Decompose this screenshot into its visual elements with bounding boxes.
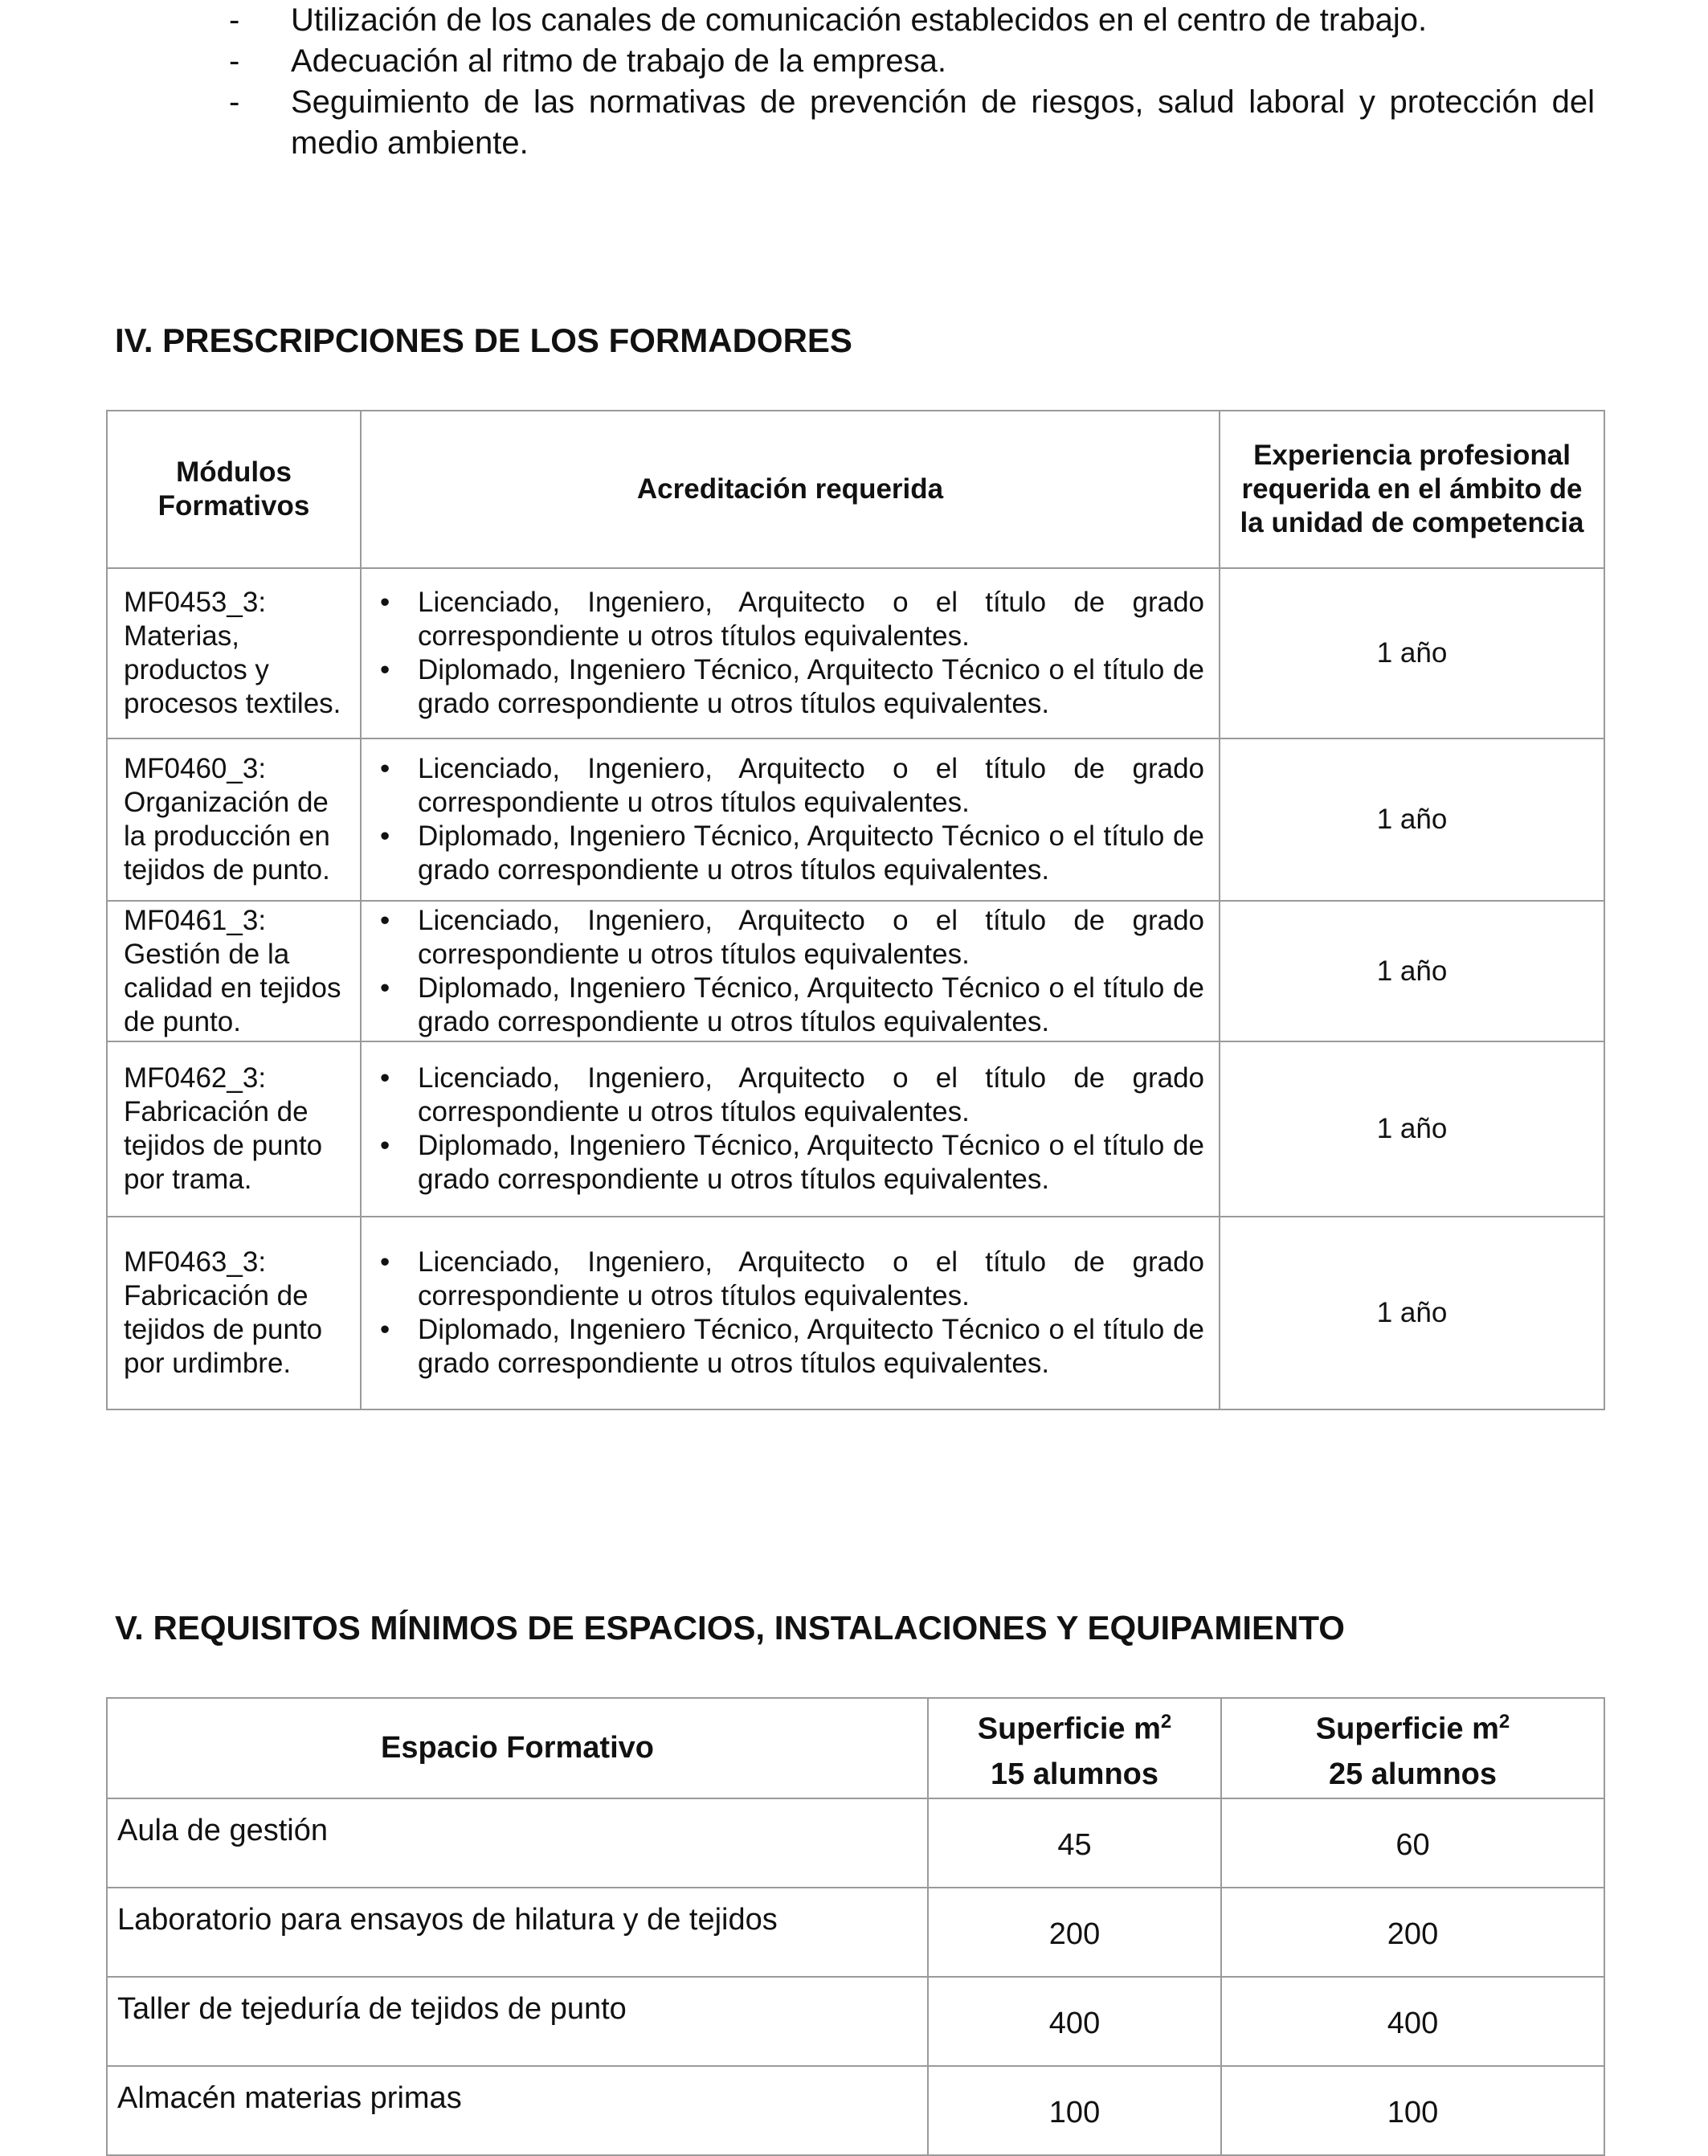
list-dash: - [229, 84, 240, 120]
surface-15-cell: 200 [928, 1888, 1221, 1977]
header-space: Espacio Formativo [107, 1698, 928, 1798]
header-experience: Experiencia profesional requerida en el ámbito de la unidad de competencia [1220, 411, 1604, 568]
intro-list-item-text: Seguimiento de las normativas de prevención de riesgos, salud laboral y protección del medio ambiente. [291, 84, 1595, 161]
experience-cell: 1 año [1220, 1217, 1604, 1409]
accreditation-item: • Diplomado, Ingeniero Técnico, Arquitecto Técnico o el título de grado correspondiente u otros títulos equivalentes. [370, 653, 1204, 721]
list-dash: - [229, 43, 240, 79]
accreditation-item: • Diplomado, Ingeniero Técnico, Arquitecto Técnico o el título de grado correspondiente u otros títulos equivalentes. [370, 820, 1204, 887]
accreditation-cell [361, 738, 1220, 901]
accreditation-item: • Diplomado, Ingeniero Técnico, Arquitecto Técnico o el título de grado correspondiente u otros títulos equivalentes. [370, 1313, 1204, 1381]
section-title-trainers: IV. PRESCRIPCIONES DE LOS FORMADORES [115, 321, 852, 359]
experience-cell: 1 año [1220, 738, 1604, 901]
surface-25-cell: 60 [1221, 1798, 1604, 1888]
surface-label: Superficie m [1315, 1712, 1499, 1746]
experience-cell: 1 año [1220, 901, 1604, 1041]
table-row [107, 738, 1604, 901]
table-row [107, 568, 1604, 738]
module-cell: MF0463_3: Fabricación de tejidos de punto por urdimbre. [107, 1217, 361, 1409]
accreditation-cell [361, 1217, 1220, 1409]
header-surface-25 [1221, 1698, 1604, 1798]
accreditation-item: • Diplomado, Ingeniero Técnico, Arquitecto Técnico o el título de grado correspondiente u otros títulos equivalentes. [370, 972, 1204, 1039]
accreditation-list [370, 1062, 1204, 1197]
list-dash: - [229, 2, 240, 38]
accreditation-list [370, 904, 1204, 1039]
accreditation-cell [361, 568, 1220, 738]
intro-list [229, 0, 1595, 164]
surface-25-cell: 100 [1221, 2066, 1604, 2155]
table-header-row [107, 411, 1604, 568]
table-row [107, 1977, 1604, 2066]
surface-15-cell: 400 [928, 1977, 1221, 2066]
accreditation-item: • Licenciado, Ingeniero, Arquitecto o el título de grado correspondiente u otros títulos equivalentes. [370, 1246, 1204, 1313]
header-modules: Módulos Formativos [107, 411, 361, 568]
spaces-table [106, 1697, 1605, 2156]
intro-list-item-text: Utilización de los canales de comunicación establecidos en el centro de trabajo. [291, 2, 1428, 38]
surface-25-cell: 400 [1221, 1977, 1604, 2066]
intro-list-item [229, 82, 1595, 164]
table-row [107, 901, 1604, 1041]
trainers-table [106, 410, 1605, 1410]
header-surface-15 [928, 1698, 1221, 1798]
table-header-row [107, 1698, 1604, 1798]
surface-label: Superficie m [977, 1712, 1161, 1746]
space-name-cell: Almacén materias primas [107, 2066, 928, 2155]
surface-25-cell: 200 [1221, 1888, 1604, 1977]
accreditation-item: • Licenciado, Ingeniero, Arquitecto o el título de grado correspondiente u otros títulos equivalentes. [370, 904, 1204, 972]
section-title-spaces: V. REQUISITOS MÍNIMOS DE ESPACIOS, INSTALACIONES Y EQUIPAMIENTO [115, 1609, 1345, 1647]
surface-15-cell: 100 [928, 2066, 1221, 2155]
module-cell: MF0453_3: Materias, productos y procesos textiles. [107, 568, 361, 738]
header-accreditation: Acreditación requerida [361, 411, 1220, 568]
surface-exponent: 2 [1498, 1711, 1510, 1733]
space-name-cell: Taller de tejeduría de tejidos de punto [107, 1977, 928, 2066]
table-row [107, 1041, 1604, 1217]
surface-exponent: 2 [1160, 1711, 1172, 1733]
intro-list-item-text: Adecuación al ritmo de trabajo de la empresa. [291, 43, 947, 79]
students-label: 15 alumnos [990, 1757, 1159, 1791]
accreditation-cell [361, 1041, 1220, 1217]
space-name-cell: Laboratorio para ensayos de hilatura y de tejidos [107, 1888, 928, 1977]
accreditation-list [370, 752, 1204, 887]
surface-15-cell: 45 [928, 1798, 1221, 1888]
accreditation-list [370, 586, 1204, 721]
accreditation-item: • Licenciado, Ingeniero, Arquitecto o el título de grado correspondiente u otros títulos equivalentes. [370, 586, 1204, 653]
students-label: 25 alumnos [1328, 1757, 1498, 1791]
module-cell: MF0461_3: Gestión de la calidad en tejidos de punto. [107, 901, 361, 1041]
accreditation-item: • Licenciado, Ingeniero, Arquitecto o el título de grado correspondiente u otros títulos equivalentes. [370, 1062, 1204, 1129]
module-cell: MF0460_3: Organización de la producción en tejidos de punto. [107, 738, 361, 901]
space-name-cell: Aula de gestión [107, 1798, 928, 1888]
accreditation-item: • Licenciado, Ingeniero, Arquitecto o el título de grado correspondiente u otros títulos equivalentes. [370, 752, 1204, 820]
table-row [107, 1798, 1604, 1888]
accreditation-cell [361, 901, 1220, 1041]
accreditation-item: • Diplomado, Ingeniero Técnico, Arquitecto Técnico o el título de grado correspondiente u otros títulos equivalentes. [370, 1129, 1204, 1197]
module-cell: MF0462_3: Fabricación de tejidos de punto por trama. [107, 1041, 361, 1217]
experience-cell: 1 año [1220, 568, 1604, 738]
accreditation-list [370, 1246, 1204, 1381]
intro-list-item [229, 0, 1595, 41]
table-row [107, 2066, 1604, 2155]
table-row [107, 1217, 1604, 1409]
experience-cell: 1 año [1220, 1041, 1604, 1217]
intro-list-item [229, 41, 1595, 82]
table-row [107, 1888, 1604, 1977]
